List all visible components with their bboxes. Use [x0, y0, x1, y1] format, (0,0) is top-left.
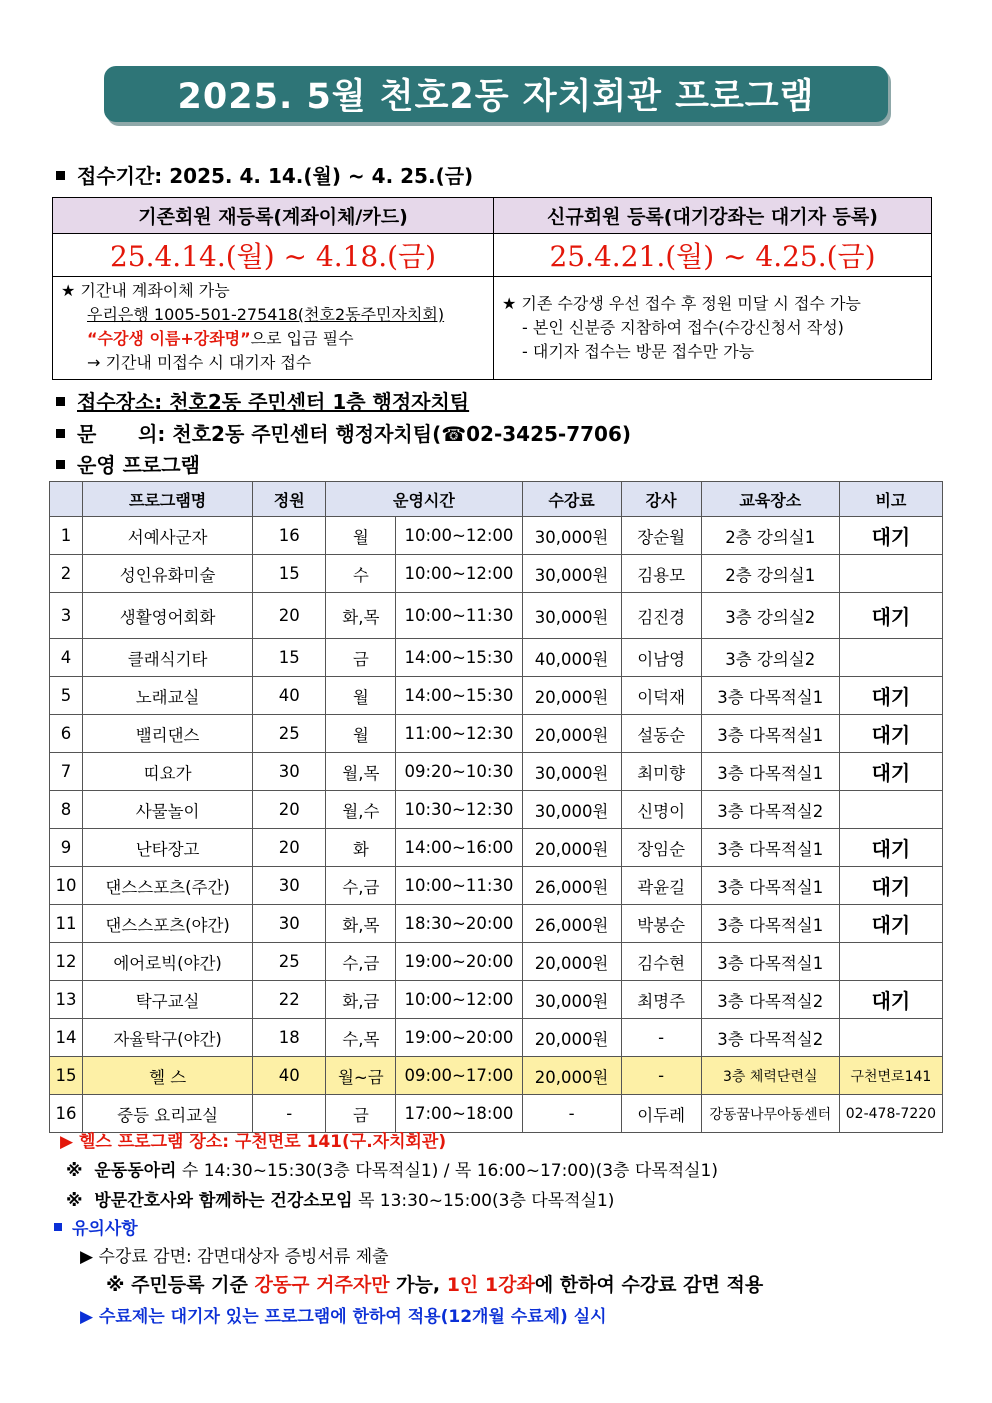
cell-note: 대기: [839, 517, 942, 555]
cell-name: 밸리댄스: [83, 715, 253, 753]
cell-fee: 20,000원: [522, 715, 621, 753]
cell-cap: 25: [253, 715, 326, 753]
place-line: [56, 386, 469, 415]
title-bar: [104, 66, 888, 122]
cell-day: 화,목: [326, 593, 396, 639]
waitlist-note: → 기간내 미접수 시 대기자 접수: [87, 353, 312, 372]
cell-name: 노래교실: [83, 677, 253, 715]
col-teacher-header: 강사: [621, 482, 701, 517]
inquiry-label: 문 의:: [77, 422, 166, 446]
cell-no: 14: [50, 1019, 83, 1057]
cell-place: 2층 강의실1: [701, 555, 839, 593]
club-note: [66, 1156, 718, 1181]
cell-name: 헬 스: [83, 1057, 253, 1095]
cell-day: 월: [326, 715, 396, 753]
cell-note: [839, 943, 942, 981]
col-fee-header: 수강료: [522, 482, 621, 517]
cell-place: 3층 다목적실1: [701, 829, 839, 867]
cell-time: 10:00~11:30: [396, 593, 522, 639]
cell-time: 18:30~20:00: [396, 905, 522, 943]
inquiry-text: 천호2동 주민센터 행정자치팀(☎02-3425-7706): [172, 422, 632, 446]
cell-name: 띠요가: [83, 753, 253, 791]
cell-day: 월,수: [326, 791, 396, 829]
col-place-header: 교육장소: [701, 482, 839, 517]
cell-time: 14:00~15:30: [396, 639, 522, 677]
reception-period: 접수기간: 2025. 4. 14.(월) ~ 4. 25.(금): [77, 164, 474, 188]
title-banner: [104, 66, 888, 124]
col-note-header: 비고: [839, 482, 942, 517]
one-course: 1인 1강좌: [446, 1274, 535, 1296]
cell-note: 대기: [839, 981, 942, 1019]
fee-reduction-note: ▶ 수강료 감면: 감면대상자 증빙서류 제출: [80, 1247, 389, 1267]
resident-note-a: ※ 주민등록 기준: [106, 1274, 255, 1296]
cell-teacher: 장순월: [621, 517, 701, 555]
club-label: ※ 운동동아리: [66, 1161, 177, 1181]
cell-no: 16: [50, 1095, 83, 1133]
completion-note: ▶ 수료제는 대기자 있는 프로그램에 한하여 적용(12개월 수료제) 실시: [80, 1307, 607, 1327]
table-row: [50, 867, 943, 905]
cell-note: 대기: [839, 905, 942, 943]
cell-teacher: 김진경: [621, 593, 701, 639]
cell-time: 19:00~20:00: [396, 943, 522, 981]
cell-teacher: 김수현: [621, 943, 701, 981]
inquiry-line: [56, 418, 631, 447]
cell-place: 3층 강의실2: [701, 593, 839, 639]
table-row: [50, 943, 943, 981]
cell-name: 자율탁구(야간): [83, 1019, 253, 1057]
cell-fee: 30,000원: [522, 593, 621, 639]
cell-no: 7: [50, 753, 83, 791]
square-bullet-icon: [56, 397, 65, 406]
cell-fee: 20,000원: [522, 1057, 621, 1095]
cell-no: 4: [50, 639, 83, 677]
cell-cap: 22: [253, 981, 326, 1019]
cell-day: 수,금: [326, 943, 396, 981]
reception-period-line: [56, 160, 473, 189]
cell-time: 10:00~12:00: [396, 517, 522, 555]
cell-time: 10:00~11:30: [396, 867, 522, 905]
page-title: 2025. 5월 천호2동 자치회관 프로그램: [177, 77, 815, 117]
existing-member-date: 25.4.14.(월) ~ 4.18.(금): [53, 234, 494, 277]
cell-cap: 30: [253, 905, 326, 943]
cell-name: 사물놀이: [83, 791, 253, 829]
cell-place: 3층 다목적실1: [701, 715, 839, 753]
table-row: [50, 905, 943, 943]
cell-day: 화,목: [326, 905, 396, 943]
cell-fee: 20,000원: [522, 829, 621, 867]
cell-day: 화: [326, 829, 396, 867]
cell-cap: -: [253, 1095, 326, 1133]
cell-place: 3층 다목적실2: [701, 1019, 839, 1057]
cell-note: [839, 791, 942, 829]
cell-fee: 20,000원: [522, 677, 621, 715]
cell-time: 14:00~16:00: [396, 829, 522, 867]
col-capacity-header: 정원: [253, 482, 326, 517]
table-row: [50, 1019, 943, 1057]
cell-name: 생활영어회화: [83, 593, 253, 639]
reception-place: 접수장소: 천호2동 주민센터 1층 행정자치팀: [77, 390, 470, 414]
cell-note: 대기: [839, 593, 942, 639]
cell-no: 10: [50, 867, 83, 905]
cell-fee: 30,000원: [522, 981, 621, 1019]
table-header-row: [50, 482, 943, 517]
cell-fee: 26,000원: [522, 905, 621, 943]
col-name-header: 프로그램명: [83, 482, 253, 517]
cell-fee: 30,000원: [522, 555, 621, 593]
cell-time: 10:00~12:00: [396, 555, 522, 593]
cell-time: 09:00~17:00: [396, 1057, 522, 1095]
cell-no: 13: [50, 981, 83, 1019]
cell-cap: 20: [253, 791, 326, 829]
caution-heading: [54, 1214, 138, 1239]
cell-fee: 20,000원: [522, 1019, 621, 1057]
cell-teacher: 박봉순: [621, 905, 701, 943]
registration-period-table: [52, 197, 932, 380]
cell-place: 3층 다목적실1: [701, 943, 839, 981]
cell-day: 수: [326, 555, 396, 593]
cell-no: 8: [50, 791, 83, 829]
cell-no: 11: [50, 905, 83, 943]
cell-name: 탁구교실: [83, 981, 253, 1019]
programs-heading: 운영 프로그램: [77, 453, 200, 477]
cell-place: 3층 다목적실1: [701, 677, 839, 715]
cell-teacher: 최미향: [621, 753, 701, 791]
cell-name: 에어로빅(야간): [83, 943, 253, 981]
program-table-body: [50, 517, 943, 1133]
cell-teacher: 곽윤길: [621, 867, 701, 905]
cell-day: 월: [326, 517, 396, 555]
cell-time: 19:00~20:00: [396, 1019, 522, 1057]
new-member-date: 25.4.21.(월) ~ 4.25.(금): [494, 234, 932, 277]
cell-note: 구천면로141: [839, 1057, 942, 1095]
deposit-note: [61, 327, 485, 351]
cell-fee: -: [522, 1095, 621, 1133]
nurse-note: [66, 1186, 614, 1211]
cell-place: 3층 체력단련실: [701, 1057, 839, 1095]
existing-member-header: 기존회원 재등록(계좌이체/카드): [53, 198, 494, 234]
cell-place: 2층 강의실1: [701, 517, 839, 555]
table-row: [50, 715, 943, 753]
nurse-label: ※ 방문간호사와 함께하는 건강소모임: [66, 1191, 353, 1211]
cell-day: 월~금: [326, 1057, 396, 1095]
cell-cap: 40: [253, 677, 326, 715]
col-time-header: 운영시간: [326, 482, 522, 517]
resident-only: 강동구 거주자만: [254, 1274, 390, 1296]
cell-note: [839, 1019, 942, 1057]
cell-note: 대기: [839, 677, 942, 715]
resident-note: [106, 1270, 763, 1297]
resident-note-c: 에 한하여 수강료 감면 적용: [534, 1274, 764, 1296]
nurse-text: 목 13:30~15:00(3층 다목적실1): [357, 1191, 615, 1211]
cell-place: 강동꿈나무아동센터: [701, 1095, 839, 1133]
table-row: [50, 677, 943, 715]
priority-note: ★ 기존 수강생 우선 접수 후 정원 미달 시 접수 가능: [502, 294, 861, 313]
bank-account: 우리은행 1005-501-275418(천호2동주민자치회): [87, 305, 445, 324]
cell-time: 09:20~10:30: [396, 753, 522, 791]
cell-teacher: -: [621, 1057, 701, 1095]
cell-place: 3층 다목적실2: [701, 981, 839, 1019]
cell-teacher: 설동순: [621, 715, 701, 753]
deposit-name-format: “수강생 이름+강좌명”: [87, 329, 251, 348]
cell-cap: 18: [253, 1019, 326, 1057]
health-place-note: ▶ 헬스 프로그램 장소: 구천면로 141(구.자치회관): [60, 1132, 447, 1152]
cell-name: 서예사군자: [83, 517, 253, 555]
cell-day: 월: [326, 677, 396, 715]
cell-note: 대기: [839, 829, 942, 867]
new-member-header: 신규회원 등록(대기강좌는 대기자 등록): [494, 198, 932, 234]
resident-note-b: 가능,: [389, 1274, 447, 1296]
cell-day: 금: [326, 639, 396, 677]
cell-cap: 16: [253, 517, 326, 555]
table-row: [50, 1057, 943, 1095]
table-row: [50, 639, 943, 677]
id-note: - 본인 신분증 지참하여 접수(수강신청서 작성): [522, 318, 844, 337]
cell-cap: 20: [253, 593, 326, 639]
cell-name: 댄스스포츠(야간): [83, 905, 253, 943]
cell-time: 14:00~15:30: [396, 677, 522, 715]
cell-note: [839, 639, 942, 677]
cell-day: 월,목: [326, 753, 396, 791]
caution-text: 유의사항: [72, 1219, 138, 1239]
cell-note: [839, 555, 942, 593]
cell-place: 3층 다목적실1: [701, 753, 839, 791]
existing-member-notes: [53, 277, 494, 380]
table-row: [50, 791, 943, 829]
transfer-note: ★ 기간내 계좌이체 가능: [61, 281, 230, 300]
cell-teacher: 신명이: [621, 791, 701, 829]
cell-teacher: 이덕재: [621, 677, 701, 715]
cell-day: 화,금: [326, 981, 396, 1019]
corner-cell: [50, 482, 83, 517]
cell-no: 12: [50, 943, 83, 981]
cell-note: 02-478-7220: [839, 1095, 942, 1133]
cell-cap: 20: [253, 829, 326, 867]
cell-time: 10:30~12:30: [396, 791, 522, 829]
cell-teacher: 최명주: [621, 981, 701, 1019]
cell-no: 2: [50, 555, 83, 593]
cell-note: 대기: [839, 715, 942, 753]
cell-teacher: 장임순: [621, 829, 701, 867]
cell-cap: 30: [253, 753, 326, 791]
cell-teacher: 이남영: [621, 639, 701, 677]
cell-note: 대기: [839, 753, 942, 791]
cell-time: 11:00~12:30: [396, 715, 522, 753]
square-bullet-icon: [54, 1223, 62, 1231]
club-text: 수 14:30~15:30(3층 다목적실1) / 목 16:00~17:00)(3층 다목적실1): [181, 1161, 718, 1181]
cell-day: 수,목: [326, 1019, 396, 1057]
new-member-notes: [494, 277, 932, 380]
cell-cap: 15: [253, 639, 326, 677]
cell-cap: 30: [253, 867, 326, 905]
table-row: [50, 593, 943, 639]
cell-no: 3: [50, 593, 83, 639]
table-row: [50, 829, 943, 867]
square-bullet-icon: [56, 171, 65, 180]
cell-fee: 30,000원: [522, 517, 621, 555]
cell-fee: 30,000원: [522, 753, 621, 791]
cell-place: 3층 다목적실1: [701, 905, 839, 943]
program-table: [49, 481, 943, 1133]
cell-no: 9: [50, 829, 83, 867]
cell-fee: 30,000원: [522, 791, 621, 829]
cell-fee: 26,000원: [522, 867, 621, 905]
table-row: [50, 517, 943, 555]
cell-place: 3층 강의실2: [701, 639, 839, 677]
cell-cap: 25: [253, 943, 326, 981]
deposit-note-rest: 으로 입금 필수: [250, 329, 354, 348]
cell-place: 3층 다목적실1: [701, 867, 839, 905]
square-bullet-icon: [56, 429, 65, 438]
cell-place: 3층 다목적실2: [701, 791, 839, 829]
table-row: [50, 753, 943, 791]
cell-teacher: -: [621, 1019, 701, 1057]
cell-teacher: 이두레: [621, 1095, 701, 1133]
cell-name: 난타장고: [83, 829, 253, 867]
cell-time: 17:00~18:00: [396, 1095, 522, 1133]
cell-fee: 20,000원: [522, 943, 621, 981]
cell-day: 수,금: [326, 867, 396, 905]
cell-cap: 40: [253, 1057, 326, 1095]
cell-no: 15: [50, 1057, 83, 1095]
cell-name: 클래식기타: [83, 639, 253, 677]
square-bullet-icon: [56, 460, 65, 469]
table-row: [50, 981, 943, 1019]
cell-teacher: 김용모: [621, 555, 701, 593]
programs-heading-line: [56, 449, 200, 478]
cell-fee: 40,000원: [522, 639, 621, 677]
cell-name: 중등 요리교실: [83, 1095, 253, 1133]
cell-no: 6: [50, 715, 83, 753]
cell-day: 금: [326, 1095, 396, 1133]
table-row: [50, 555, 943, 593]
cell-no: 1: [50, 517, 83, 555]
cell-cap: 15: [253, 555, 326, 593]
cell-no: 5: [50, 677, 83, 715]
visit-note: - 대기자 접수는 방문 접수만 가능: [522, 342, 755, 361]
cell-note: 대기: [839, 867, 942, 905]
cell-name: 댄스스포츠(주간): [83, 867, 253, 905]
cell-name: 성인유화미술: [83, 555, 253, 593]
cell-time: 10:00~12:00: [396, 981, 522, 1019]
